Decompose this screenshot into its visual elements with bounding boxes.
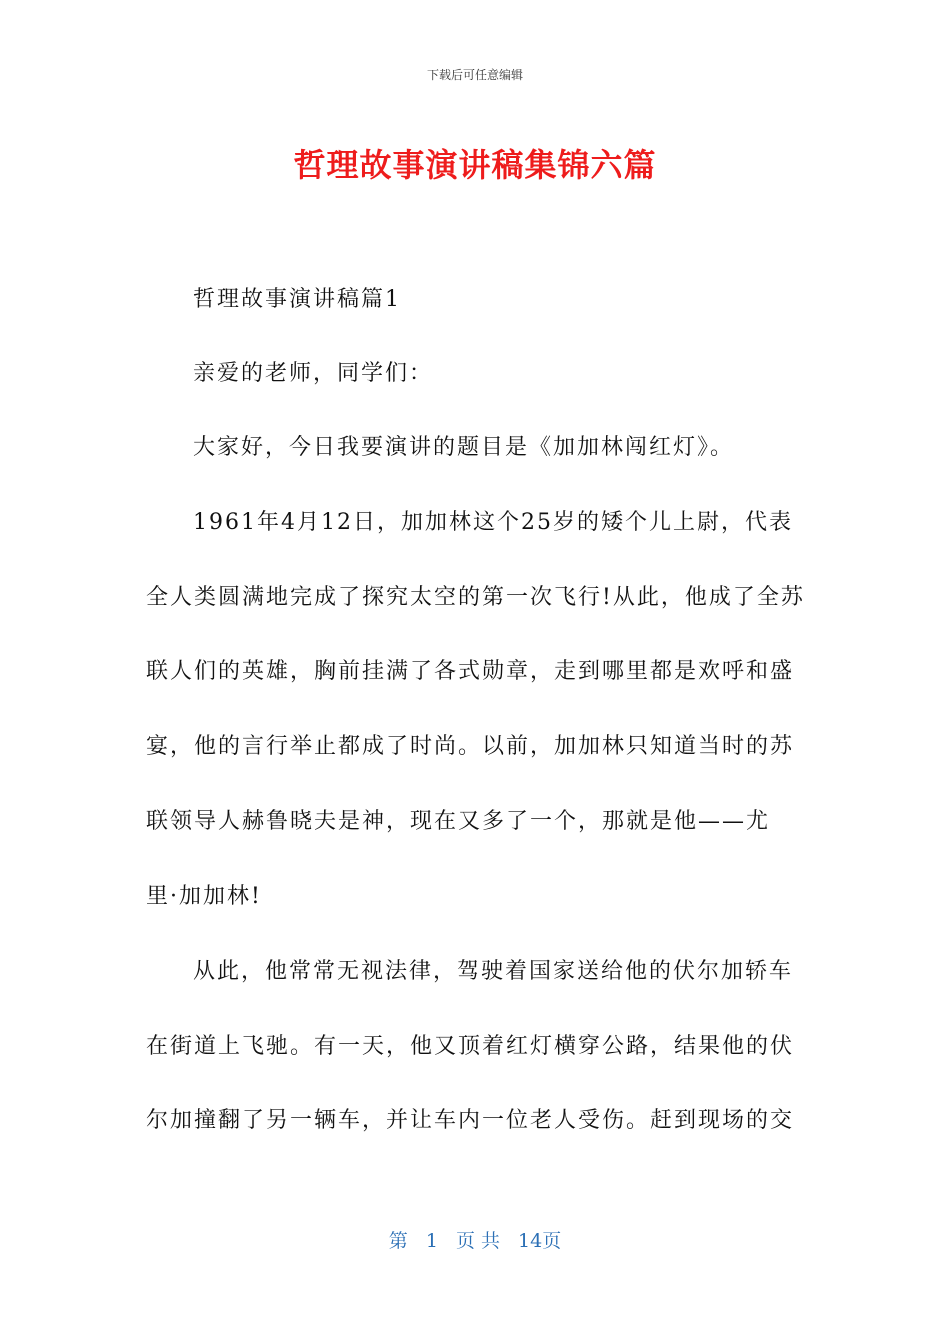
paragraph-line: 尔加撞翻了另一辆车，并让车内一位老人受伤。赶到现场的交 [146,1108,795,1133]
paragraph-line: 里·加加林! [146,884,262,909]
header-note: 下载后可任意编辑 [426,68,523,82]
footer-middle: 页 共 [455,1230,500,1252]
document-title: 哲理故事演讲稿集锦六篇 [293,146,657,184]
footer-total: 14页 [518,1230,562,1252]
paragraph-line: 联人们的英雄，胸前挂满了各式勋章，走到哪里都是欢呼和盛 [146,659,795,684]
paragraph-line: 大家好，今日我要演讲的题目是《加加林闯红灯》。 [193,435,735,460]
footer-current-page: 1 [425,1230,438,1252]
paragraph-line: 哲理故事演讲稿篇1 [193,287,401,312]
paragraph-line: 联领导人赫鲁晓夫是神，现在又多了一个，那就是他——尤 [146,809,771,834]
paragraph-line: 从此，他常常无视法律，驾驶着国家送给他的伏尔加轿车 [193,959,794,984]
paragraph-line: 全人类圆满地完成了探究太空的第一次飞行!从此，他成了全苏 [146,585,805,610]
page-footer [0,1226,950,1253]
paragraph-line: 宴，他的言行举止都成了时尚。以前，加加林只知道当时的苏 [146,734,795,759]
paragraph-line: 在街道上飞驰。有一天，他又顶着红灯横穿公路，结果他的伏 [146,1034,795,1059]
footer-prefix: 第 [388,1230,408,1252]
paragraph-line: 亲爱的老师，同学们： [193,361,434,386]
paragraph-line: 1961年4月12日，加加林这个25岁的矮个儿上尉，代表 [193,510,793,535]
